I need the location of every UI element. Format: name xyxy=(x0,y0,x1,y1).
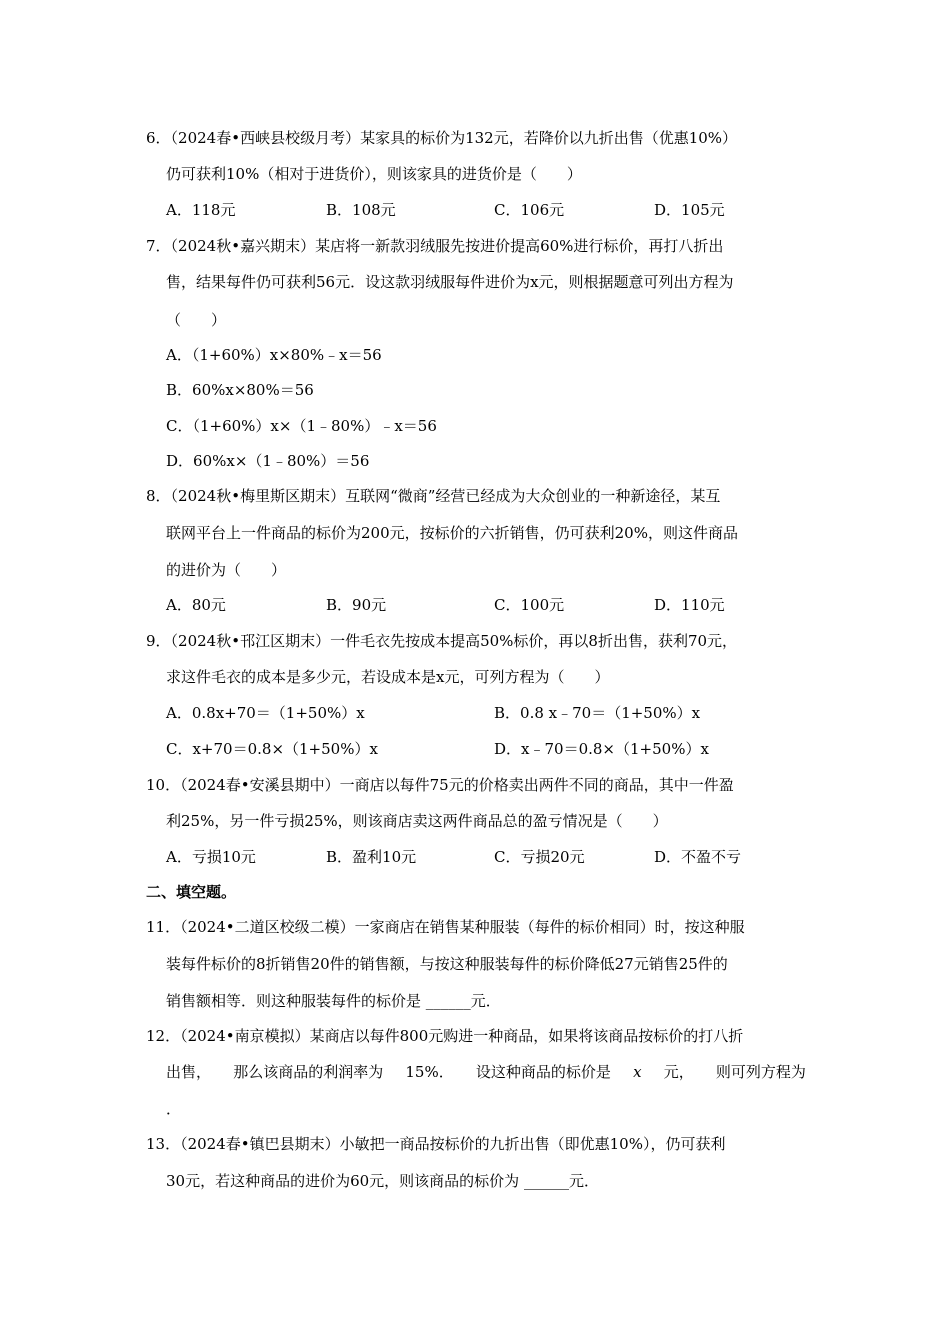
q12-seg-5: x xyxy=(633,1063,642,1081)
question-6-option-a: A．118元 xyxy=(166,201,236,219)
question-6-option-d: D．105元 xyxy=(654,201,725,219)
question-7-line-2: 售，结果每件仍可获利56元．设这款羽绒服每件进价为x元，则根据题意可列出方程为 xyxy=(166,273,734,291)
q12-seg-6: 元， xyxy=(663,1063,694,1081)
question-6-option-c: C．106元 xyxy=(494,201,565,219)
question-6-line-1: 6．（2024春•西峡县校级月考）某家具的标价为132元，若降价以九折出售（优惠10%） xyxy=(146,129,738,147)
question-11-line-2: 装每件标价的8折销售20件的销售额，与按这种服装每件的标价降低27元销售25件的 xyxy=(166,955,728,973)
question-9-option-d: D．x﹣70＝0.8×（1+50%）x xyxy=(494,740,709,758)
q12-seg-2: 那么该商品的利润率为 xyxy=(233,1063,384,1081)
question-10-option-a: A．亏损10元 xyxy=(166,848,256,866)
question-9-option-b: B．0.8 x﹣70＝（1+50%）x xyxy=(494,704,701,722)
question-8-line-3: 的进价为（ ） xyxy=(166,561,287,579)
q12-seg-1: 出售， xyxy=(166,1063,212,1081)
question-7-line-3: （ ） xyxy=(166,311,227,329)
question-7-option-d: D．60%x×（1﹣80%）＝56 xyxy=(166,452,370,470)
question-12-line-3: ． xyxy=(166,1100,182,1118)
question-8-option-b: B．90元 xyxy=(326,596,387,614)
question-10-option-b: B．盈利10元 xyxy=(326,848,417,866)
question-7-option-a: A．（1+60%）x×80%﹣x＝56 xyxy=(166,346,382,364)
question-8-line-2: 联网平台上一件商品的标价为200元，按标价的六折销售，仍可获利20%，则这件商品 xyxy=(166,524,738,542)
question-10-line-2: 利25%，另一件亏损25%，则该商店卖这两件商品总的盈亏情况是（ ） xyxy=(166,812,668,830)
question-11-line-1: 11．（2024•二道区校级二模）一家商店在销售某种服装（每件的标价相同）时，按这种服 xyxy=(146,918,745,936)
q12-seg-3: 15%． xyxy=(405,1063,454,1081)
question-7-line-1: 7．（2024秋•嘉兴期末）某店将一新款羽绒服先按进价提高60%进行标价，再打八折出 xyxy=(146,237,724,255)
question-9-option-c: C．x+70＝0.8×（1+50%）x xyxy=(166,740,378,758)
question-9-line-2: 求这件毛衣的成本是多少元，若设成本是x元，可列方程为（ ） xyxy=(166,668,610,686)
question-8-line-1: 8．（2024秋•梅里斯区期末）互联网“微商”经营已经成为大众创业的一种新途径，某互 xyxy=(146,487,721,505)
question-6-line-2: 仍可获利10%（相对于进货价），则该家具的进货价是（ ） xyxy=(166,165,582,183)
question-13-line-2: 30元，若这种商品的进价为60元，则该商品的标价为 ______元． xyxy=(166,1172,599,1190)
question-8-option-d: D．110元 xyxy=(654,596,725,614)
question-8-option-c: C．100元 xyxy=(494,596,565,614)
question-10-option-d: D．不盈不亏 xyxy=(654,848,742,866)
question-11-line-3: 销售额相等．则这种服装每件的标价是 ______元． xyxy=(166,992,501,1010)
section-heading-fill-in: 二、填空题。 xyxy=(146,883,237,901)
question-10-option-c: C．亏损20元 xyxy=(494,848,585,866)
q12-seg-7: 则可列方程为 xyxy=(715,1063,806,1081)
question-9-option-a: A．0.8x+70＝（1+50%）x xyxy=(166,704,365,722)
question-10-line-1: 10．（2024春•安溪县期中）一商店以每件75元的价格卖出两件不同的商品，其中一件盈 xyxy=(146,776,734,794)
q12-seg-4: 设这种商品的标价是 xyxy=(475,1063,611,1081)
question-9-line-1: 9．（2024秋•邗江区期末）一件毛衣先按成本提高50%标价，再以8折出售，获利70元， xyxy=(146,632,738,650)
question-12-line-2 xyxy=(166,1062,806,1082)
question-12-line-1: 12．（2024•南京模拟）某商店以每件800元购进一种商品，如果将该商品按标价的打八折 xyxy=(146,1027,744,1045)
question-13-line-1: 13．（2024春•镇巴县期末）小敏把一商品按标价的九折出售（即优惠10%），仍可获利 xyxy=(146,1135,726,1153)
question-7-option-b: B．60%x×80%＝56 xyxy=(166,381,314,399)
question-7-option-c: C．（1+60%）x×（1﹣80%）﹣x＝56 xyxy=(166,417,437,435)
question-6-option-b: B．108元 xyxy=(326,201,396,219)
question-8-option-a: A．80元 xyxy=(166,596,226,614)
